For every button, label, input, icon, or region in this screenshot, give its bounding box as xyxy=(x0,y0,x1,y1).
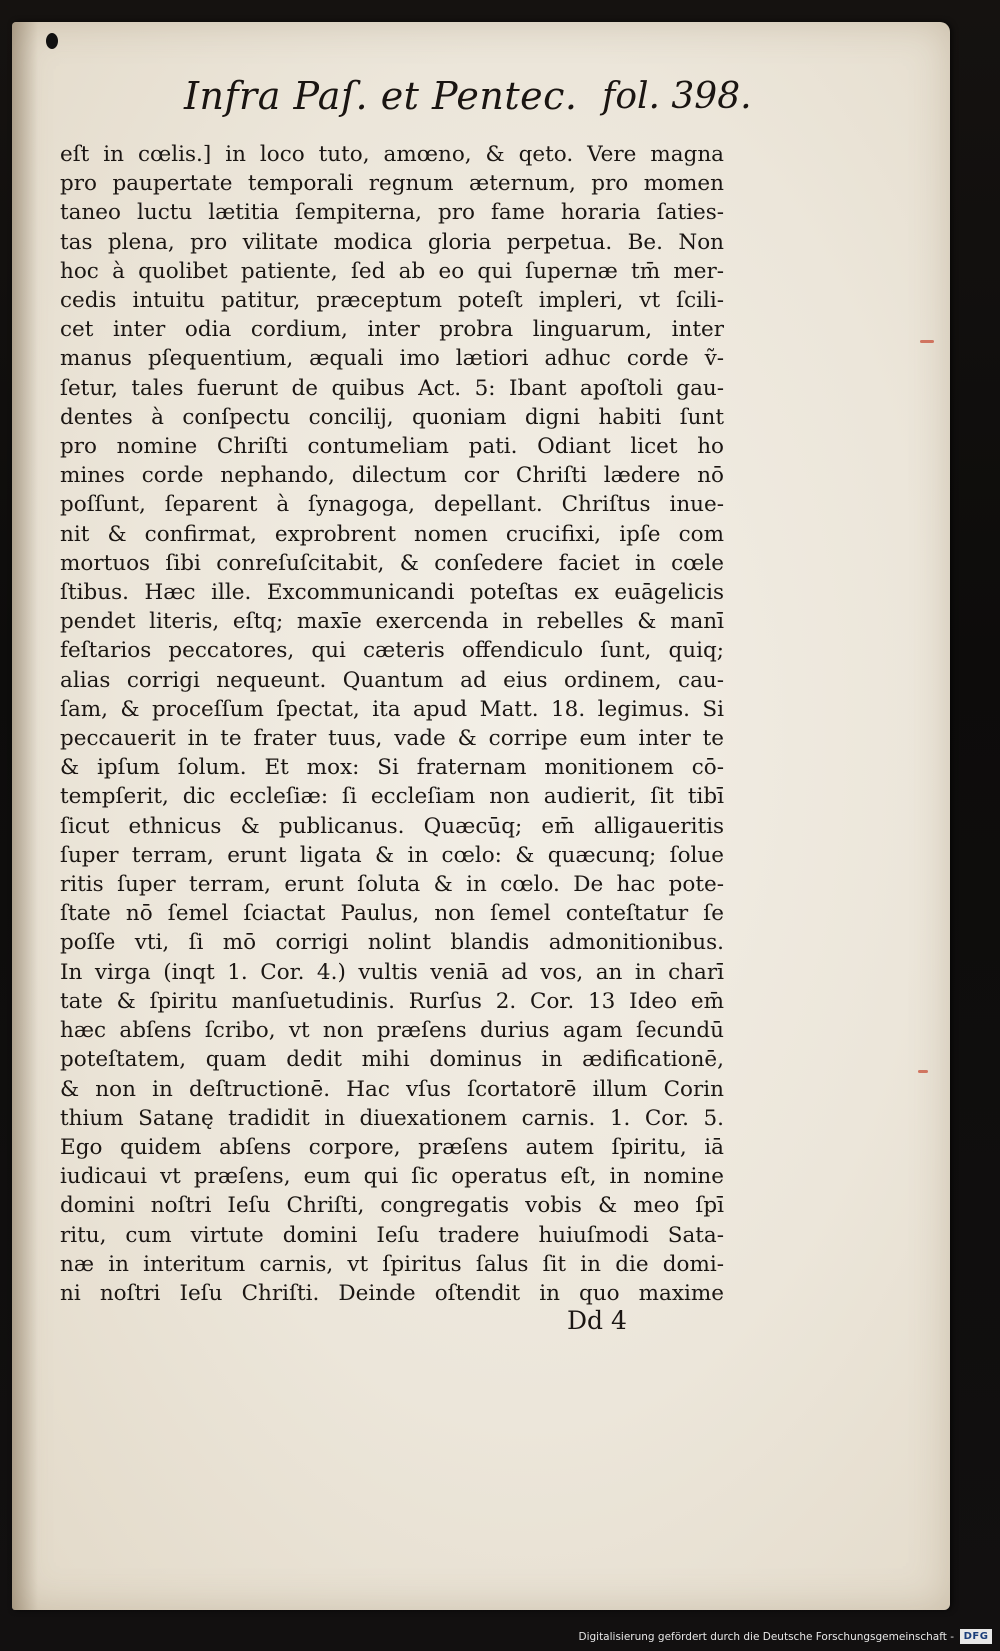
text-line: ni noſtri Ieſu Chriſti. Deinde oſtendit in quo maxime xyxy=(60,1280,724,1306)
margin-stain xyxy=(918,1070,928,1073)
text-line: Ego quidem abſens corpore, præſens autem ſpiritu, iā xyxy=(60,1134,724,1160)
running-head: Infra Paſ. et Pentec. xyxy=(184,74,578,118)
text-line: næ in interitum carnis, vt ſpiritus ſalus ſit in die domi- xyxy=(60,1251,724,1277)
text-line: ritis ſuper terram, erunt ſoluta & in cœlo. De hac pote- xyxy=(60,872,724,898)
text-line: tas plena, pro vilitate modica gloria perpetua. Be. Non xyxy=(60,229,724,255)
text-line: tempſerit, dic eccleſiæ: ſi eccleſiam non audierit, ſit tibī xyxy=(60,784,724,810)
text-line: pro paupertate temporali regnum æternum, pro momen xyxy=(60,171,724,197)
text-line: taneo luctu lætitia ſempiterna, pro fame horaria ſaties- xyxy=(60,200,724,226)
body-text xyxy=(60,140,724,1308)
text-line: peccauerit in te frater tuus, vade & corripe eum inter te xyxy=(60,726,724,752)
text-line: iudicaui vt præſens, eum qui ſic operatus eſt, in nomine xyxy=(60,1164,724,1190)
text-line: ſetur, tales fuerunt de quibus Act. 5: Ibant apoſtoli gau- xyxy=(60,375,724,401)
binding-hole xyxy=(46,33,58,49)
margin-stain xyxy=(920,340,934,343)
text-line: In virga (inqt 1. Cor. 4.) vultis veniā ad vos, an in charī xyxy=(60,959,724,985)
text-line: pendet literis, eſtq; maxīe exercenda in rebelles & manī xyxy=(60,609,724,635)
dfg-logo: DFG xyxy=(960,1629,992,1644)
folio-number: fol. 398. xyxy=(602,76,752,117)
text-line: & ipſum ſolum. Et mox: Si fraternam monitionem cō- xyxy=(60,755,724,781)
text-line: ſtate nō ſemel ſciactat Paulus, non ſemel conteſtatur ſe xyxy=(60,901,724,927)
signature-mark: Dd 4 xyxy=(567,1306,627,1335)
text-line: ſtibus. Hæc ille. Excommunicandi poteſtas ex euāgelicis xyxy=(60,580,724,606)
text-line: mines corde nephando, dilectum cor Chriſti lædere nō xyxy=(60,463,724,489)
digitization-credit: Digitalisierung gefördert durch die Deutsche Forschungsgemeinschaft - xyxy=(578,1631,954,1643)
text-line: domini noſtri Ieſu Chriſti, congregatis vobis & meo ſpī xyxy=(60,1193,724,1219)
text-line: dentes à conſpectu concilij, quoniam digni habiti ſunt xyxy=(60,404,724,430)
text-line: feſtarios peccatores, qui cæteris offendiculo ſunt, quiq; xyxy=(60,638,724,664)
text-line: thium Satanę tradidit in diuexationem carnis. 1. Cor. 5. xyxy=(60,1105,724,1131)
text-line: manus pſequentium, æquali imo lætiori adhuc corde ṽ- xyxy=(60,346,724,372)
text-line: poteſtatem, quam dedit mihi dominus in ædificationē, xyxy=(60,1047,724,1073)
text-line: poſſunt, ſeparent à ſynagoga, depellant. Chriſtus inue- xyxy=(60,492,724,518)
text-line: alias corrigi nequeunt. Quantum ad eius ordinem, cau- xyxy=(60,667,724,693)
text-line: ſam, & proceſſum ſpectat, ita apud Matt. 18. legimus. Si xyxy=(60,696,724,722)
text-line: & non in deſtructionē. Hac vſus ſcortatorē illum Corin xyxy=(60,1076,724,1102)
text-line: hoc à quolibet patiente, ſed ab eo qui ſupernæ tm̄ mer- xyxy=(60,258,724,284)
text-line: ſicut ethnicus & publicanus. Quæcūq; em̄ alligaueritis xyxy=(60,813,724,839)
page-header xyxy=(184,74,784,128)
text-line: tate & ſpiritu manſuetudinis. Rurſus 2. Cor. 13 Ideo em̄ xyxy=(60,988,724,1014)
text-line: pro nomine Chriſti contumeliam pati. Odiant licet ho xyxy=(60,434,724,460)
text-line: cet inter odia cordium, inter probra linguarum, inter xyxy=(60,317,724,343)
text-line: nit & confirmat, exprobrent nomen crucifixi, ipſe com xyxy=(60,521,724,547)
text-line: ſuper terram, erunt ligata & in cœlo: & quæcunq; ſolue xyxy=(60,842,724,868)
text-line: ritu, cum virtute domini Ieſu tradere huiuſmodi Sata- xyxy=(60,1222,724,1248)
text-line: mortuos ſibi conreſuſcitabit, & conſedere faciet in cœle xyxy=(60,550,724,576)
text-line: cedis intuitu patitur, præceptum poteſt impleri, vt ſcili- xyxy=(60,288,724,314)
text-line: poſſe vti, ſi mō corrigi nolint blandis admonitionibus. xyxy=(60,930,724,956)
text-line: hæc abſens ſcribo, vt non præſens durius agam ſecundū xyxy=(60,1018,724,1044)
text-line: eſt in cœlis.] in loco tuto, amœno, & qeto. Vere magna xyxy=(60,142,724,167)
book-page xyxy=(12,22,950,1610)
